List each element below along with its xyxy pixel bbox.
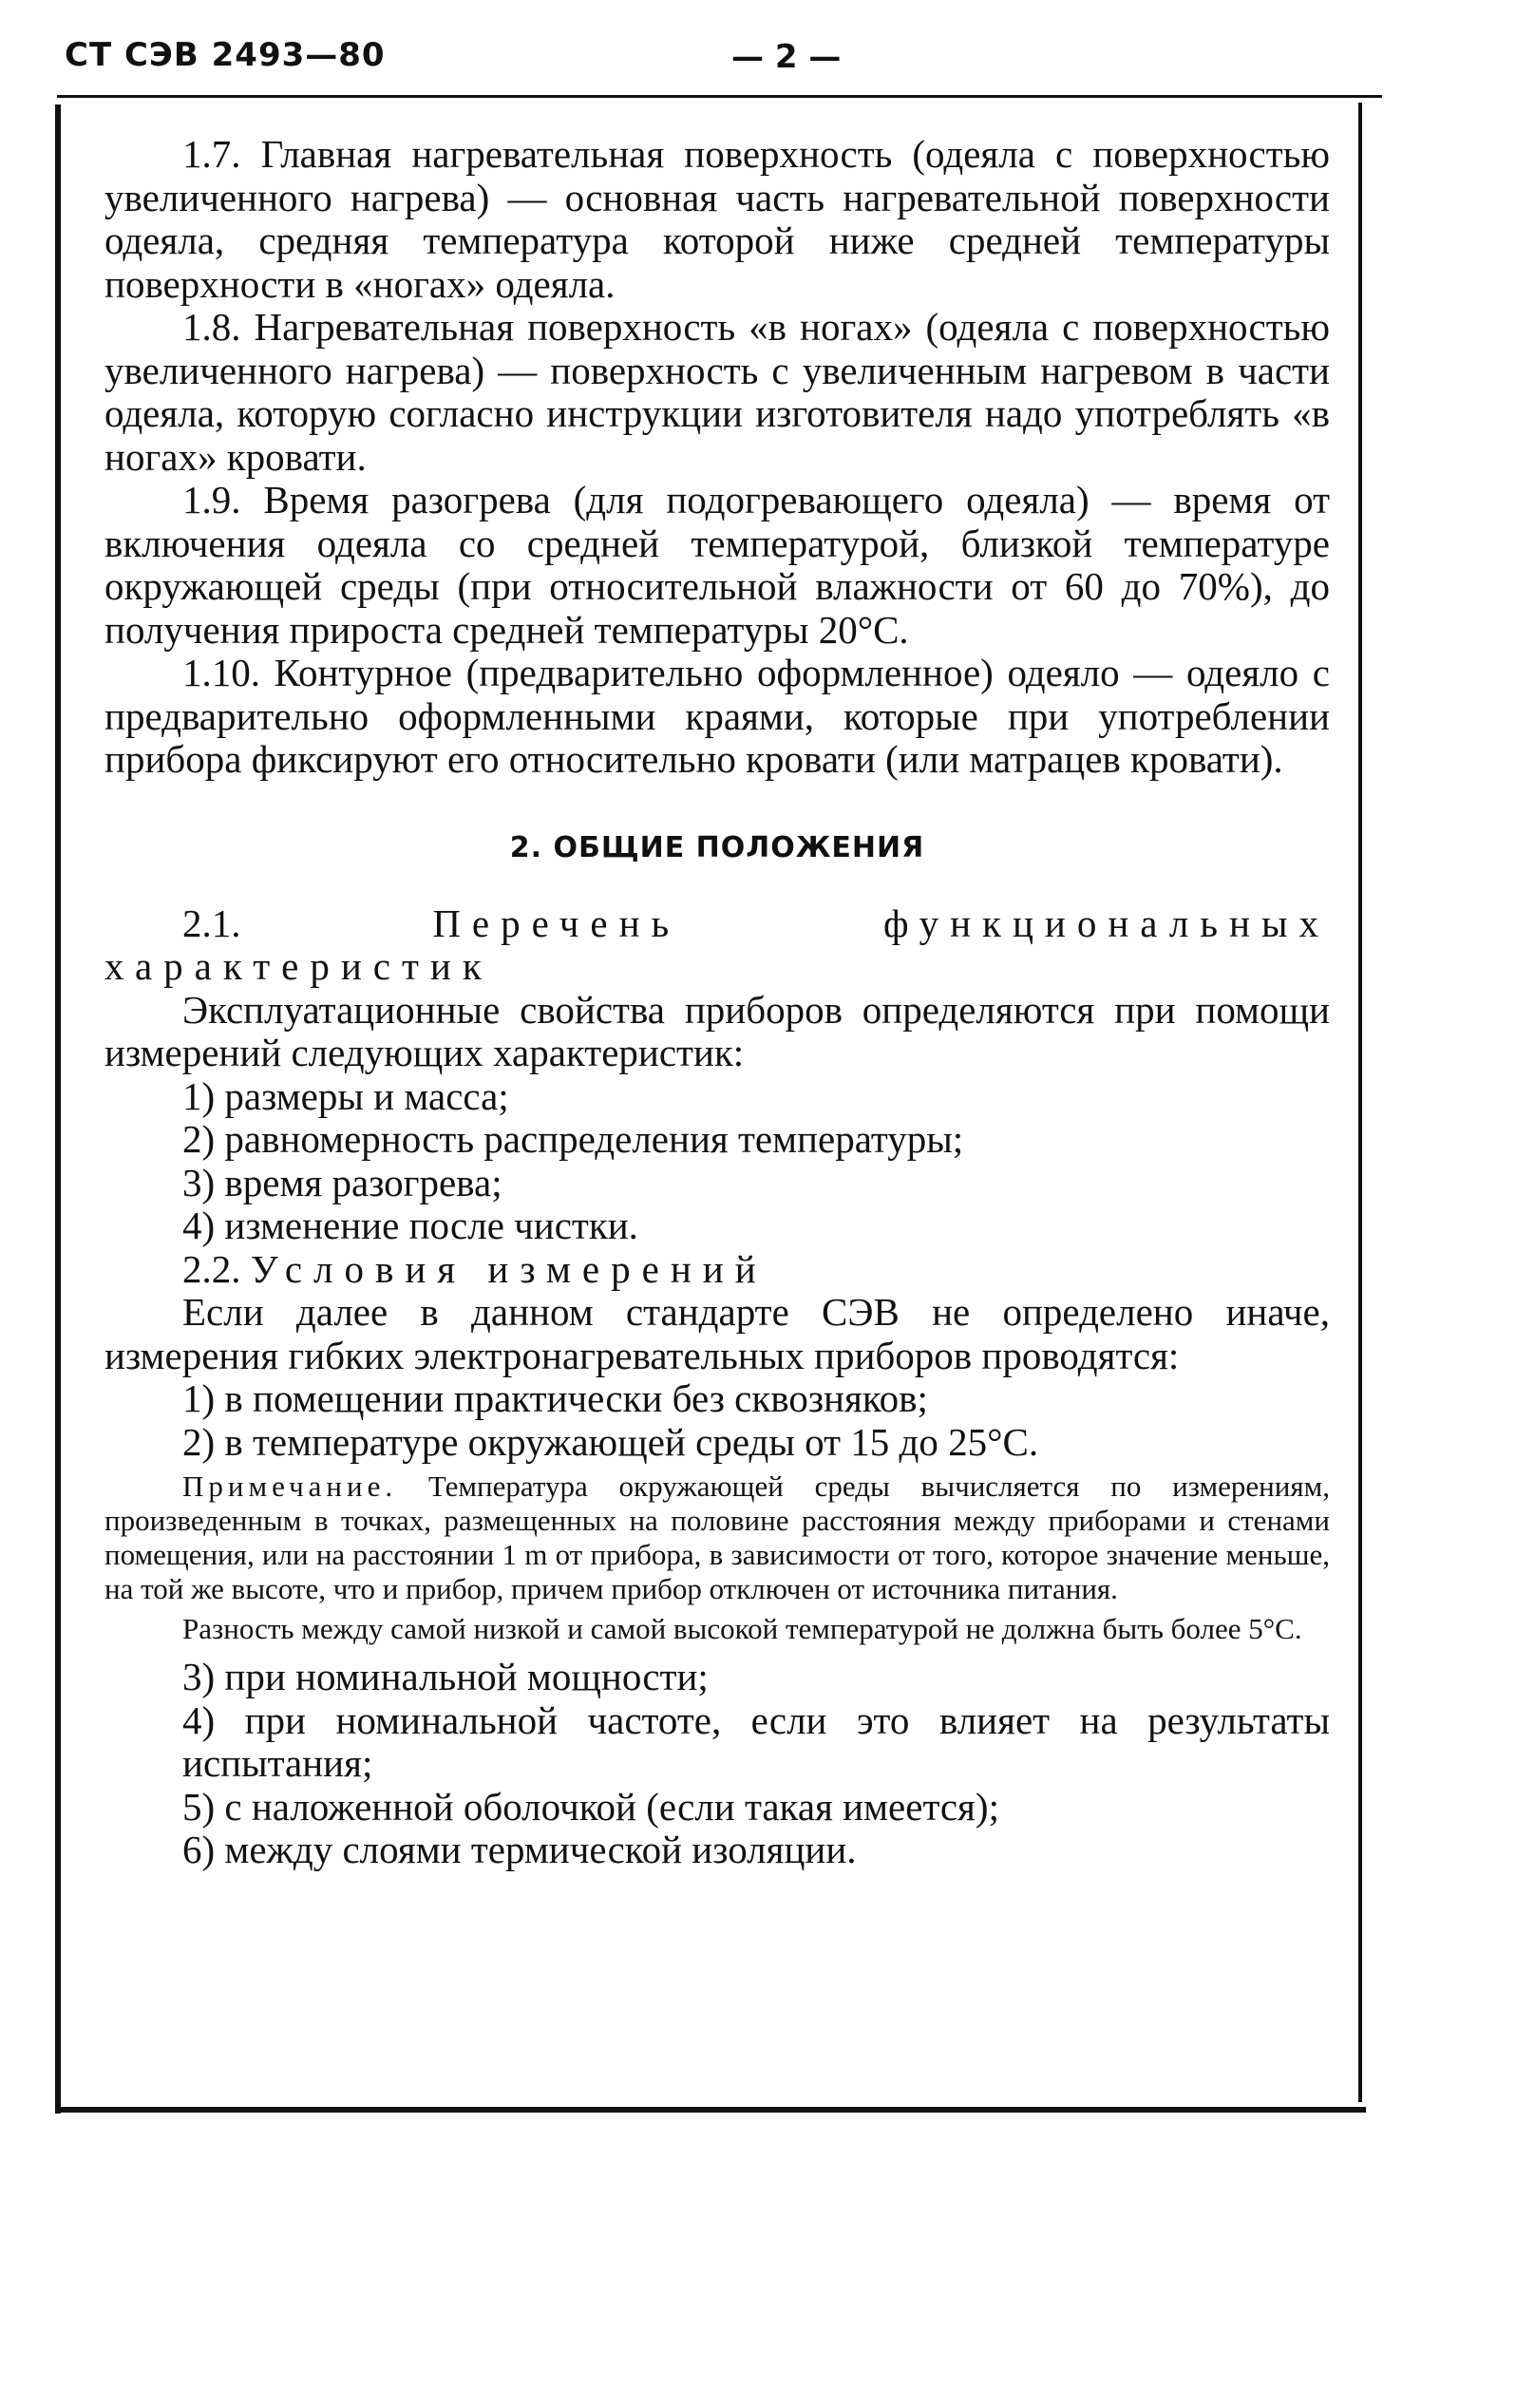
standard-code: СТ СЭВ 2493—80 — [65, 36, 386, 74]
frame-bottom-rule — [55, 2107, 1366, 2113]
subsection-2-1-heading — [104, 902, 1330, 989]
subsection-2-2-heading — [104, 1248, 1330, 1292]
note-label: Примечание. — [182, 1469, 398, 1503]
document-body — [104, 133, 1330, 1872]
page-number: — 2 — — [731, 38, 842, 76]
clause-number: 2.1. — [182, 901, 241, 945]
note-text: Температура окружающей среды вычисляется по измерениям, произведенным в точках, размещенных на половине расстояния между приборами и стенами помещения, или на расстоянии 1 m от прибора, в зависимости от того, которое значение меньше, на той же высоте, что и прибор, причем прибор отключен от источника питания. — [104, 1469, 1330, 1605]
list-item: 4) при номинальной частоте, если это влияет на результаты испытания; — [182, 1697, 1330, 1785]
definition-1-10 — [104, 652, 1330, 782]
list-item: 4) изменение после чистки. — [182, 1204, 638, 1247]
clause-number: 1.10. — [182, 651, 260, 694]
note-continuation: Разность между самой низкой и самой высокой температурой не должна быть более 5°С. — [182, 1612, 1302, 1645]
list-item: 2) в температуре окружающей среды от 15 до 25°С. — [182, 1419, 1039, 1464]
clause-number: 1.9. — [182, 478, 241, 521]
note — [104, 1469, 1330, 1606]
frame-right-rule — [1358, 103, 1362, 2102]
clause-text: Главная нагревательная поверхность (одеяла с поверхностью увеличенного нагрева) — основная часть нагревательной поверхности одеяла, средняя температура которой ниже средней температуры поверхности в «ногах» одеяла. — [104, 132, 1330, 306]
clause-text: Нагревательная поверхность «в ногах» (одеяла с поверхностью увеличенного нагрева) — поверхность с увеличенным нагревом в части одеяла, которую согласно инструкции изготовителя надо употреблять «в ногах» кровати. — [104, 305, 1330, 479]
clause-number: 1.7. — [182, 132, 241, 176]
section-title: 2. ОБЩИЕ ПОЛОЖЕНИЯ — [509, 830, 925, 864]
frame-left-rule — [55, 104, 61, 2114]
definition-1-9 — [104, 479, 1330, 652]
clause-number: 1.8. — [182, 305, 241, 349]
subsection-heading: Перечень функциональных характеристик — [104, 901, 1330, 988]
list-item: 1) размеры и масса; — [182, 1073, 509, 1118]
list-item: 1) в помещении практически без сквозняков; — [182, 1376, 928, 1420]
definition-1-8 — [104, 306, 1330, 479]
subsection-2-2-intro: Если далее в данном стандарте СЭВ не определено иначе, измерения гибких электронагревательных приборов проводятся: — [104, 1290, 1330, 1377]
definition-1-7 — [104, 133, 1330, 306]
list-item: 6) между слоями термической изоляции. — [182, 1828, 857, 1871]
frame-top-rule — [57, 95, 1382, 98]
clause-text: Контурное (предварительно оформленное) одеяло — одеяло с предварительно оформленными краями, которые при употреблении прибора фиксируют его относительно кровати (или матрацев кровати). — [104, 651, 1330, 781]
list-item: 5) с наложенной оболочкой (если такая имеется); — [182, 1784, 999, 1829]
subsection-heading: Условия измерений — [250, 1246, 768, 1291]
list-item: 3) время разогрева; — [182, 1160, 502, 1204]
list-item: 3) при номинальной мощности; — [182, 1655, 709, 1698]
list-item: 2) равномерность распределения температуры; — [182, 1117, 964, 1161]
clause-number: 2.2. — [182, 1246, 241, 1291]
subsection-2-1-intro: Эксплуатационные свойства приборов определяются при помощи измерений следующих характеристик: — [104, 987, 1330, 1074]
clause-text: Время разогрева (для подогревающего одеяла) — время от включения одеяла со средней температурой, близкой температуре окружающей среды (при относительной влажности от 60 до 70%), до получения прироста средней температуры 20°С. — [104, 478, 1330, 652]
